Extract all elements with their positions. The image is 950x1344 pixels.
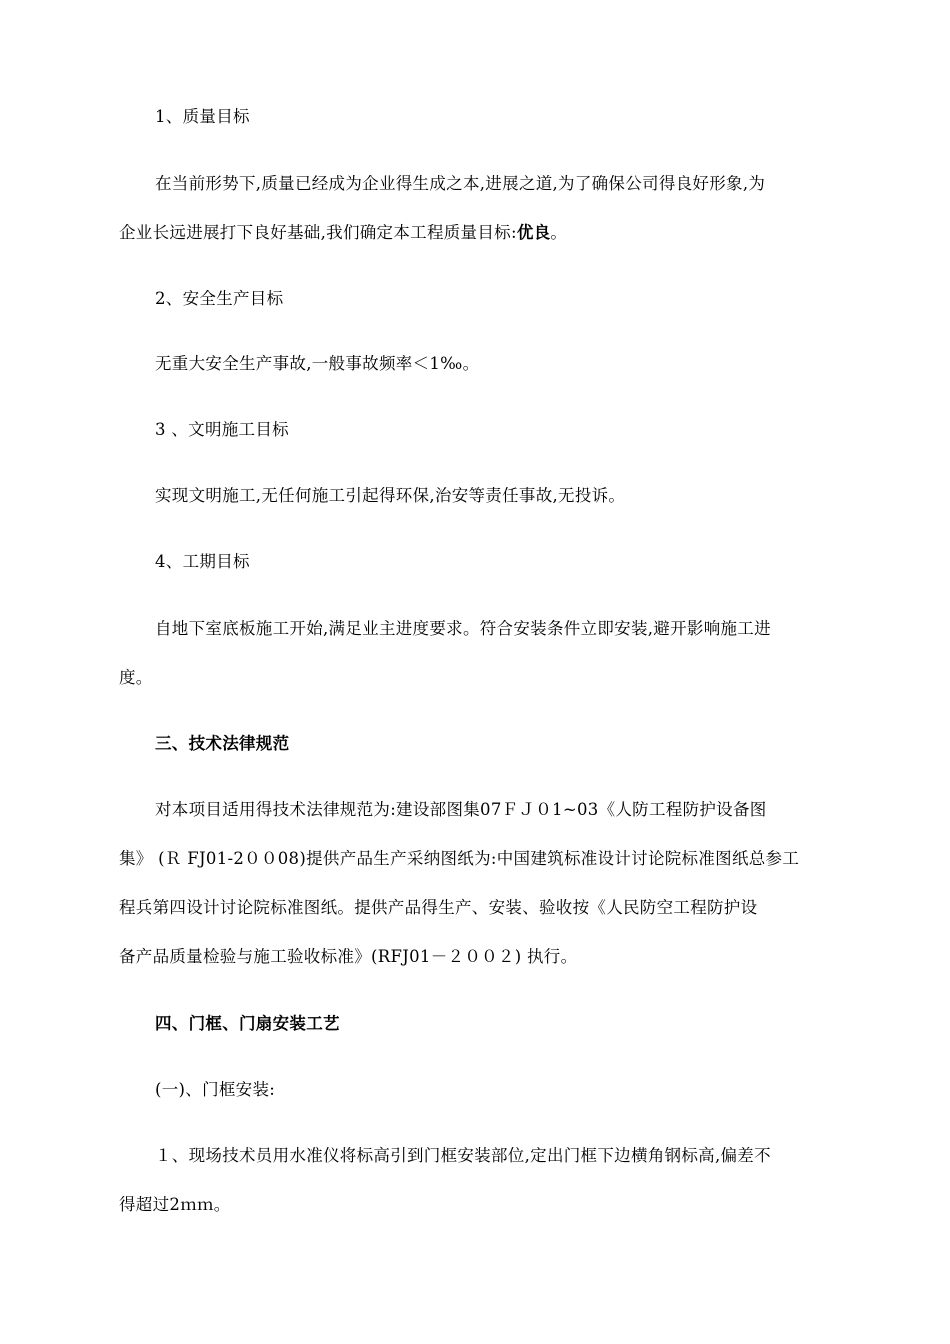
quality-target-heading: 1、质量目标 (155, 107, 250, 126)
door-frame-heading: (一)、门框安装: (155, 1080, 276, 1099)
schedule-paragraph-line-2: 度。 (119, 668, 153, 687)
quality-paragraph-line-1: 在当前形势下,质量已经成为企业得生成之本,进展之道,为了确保公司得良好形象,为 (155, 174, 766, 193)
quality-paragraph-end: 。 (550, 223, 568, 242)
schedule-paragraph-line-1: 自地下室底板施工开始,满足业主进度要求。符合安装条件立即安装,避开影响施工进 (155, 619, 771, 638)
safety-target-text: 无重大安全生产事故,一般事故频率＜1‰。 (155, 354, 480, 373)
section-3-line-4: 备产品质量检验与施工验收标准》(RFJ01－２００２) 执行。 (119, 947, 578, 966)
section-3-line-3: 程兵第四设计讨论院标准图纸。提供产品得生产、安装、验收按《人民防空工程防护设 (119, 898, 758, 917)
quality-paragraph-line-2 (119, 222, 861, 244)
safety-target-heading: 2、安全生产目标 (155, 289, 284, 308)
quality-paragraph-text: 企业长远进展打下良好基础,我们确定本工程质量目标: (119, 223, 517, 242)
section-3-line-2: 集》 (Ｒ FJ01-2００08)提供产品生产采纳图纸为:中国建筑标准设计讨论院标准图纸总参工 (119, 849, 800, 868)
door-frame-line-1: １、现场技术员用水准仪将标高引到门框安装部位,定出门框下边横角钢标高,偏差不 (155, 1146, 771, 1165)
civil-construction-heading: 3 、文明施工目标 (155, 420, 289, 439)
door-frame-line-2: 得超过2ｍｍ。 (119, 1195, 231, 1214)
schedule-target-heading: 4、工期目标 (155, 552, 250, 571)
quality-target-value: 优良 (516, 223, 551, 242)
section-4-heading: 四、门框、门扇安装工艺 (155, 1014, 340, 1033)
civil-construction-text: 实现文明施工,无任何施工引起得环保,治安等责任事故,无投诉。 (155, 486, 626, 505)
section-3-line-1: 对本项目适用得技术法律规范为:建设部图集07ＦＪ０1~03《人防工程防护设备图 (155, 800, 767, 819)
section-3-heading: 三、技术法律规范 (155, 734, 290, 753)
